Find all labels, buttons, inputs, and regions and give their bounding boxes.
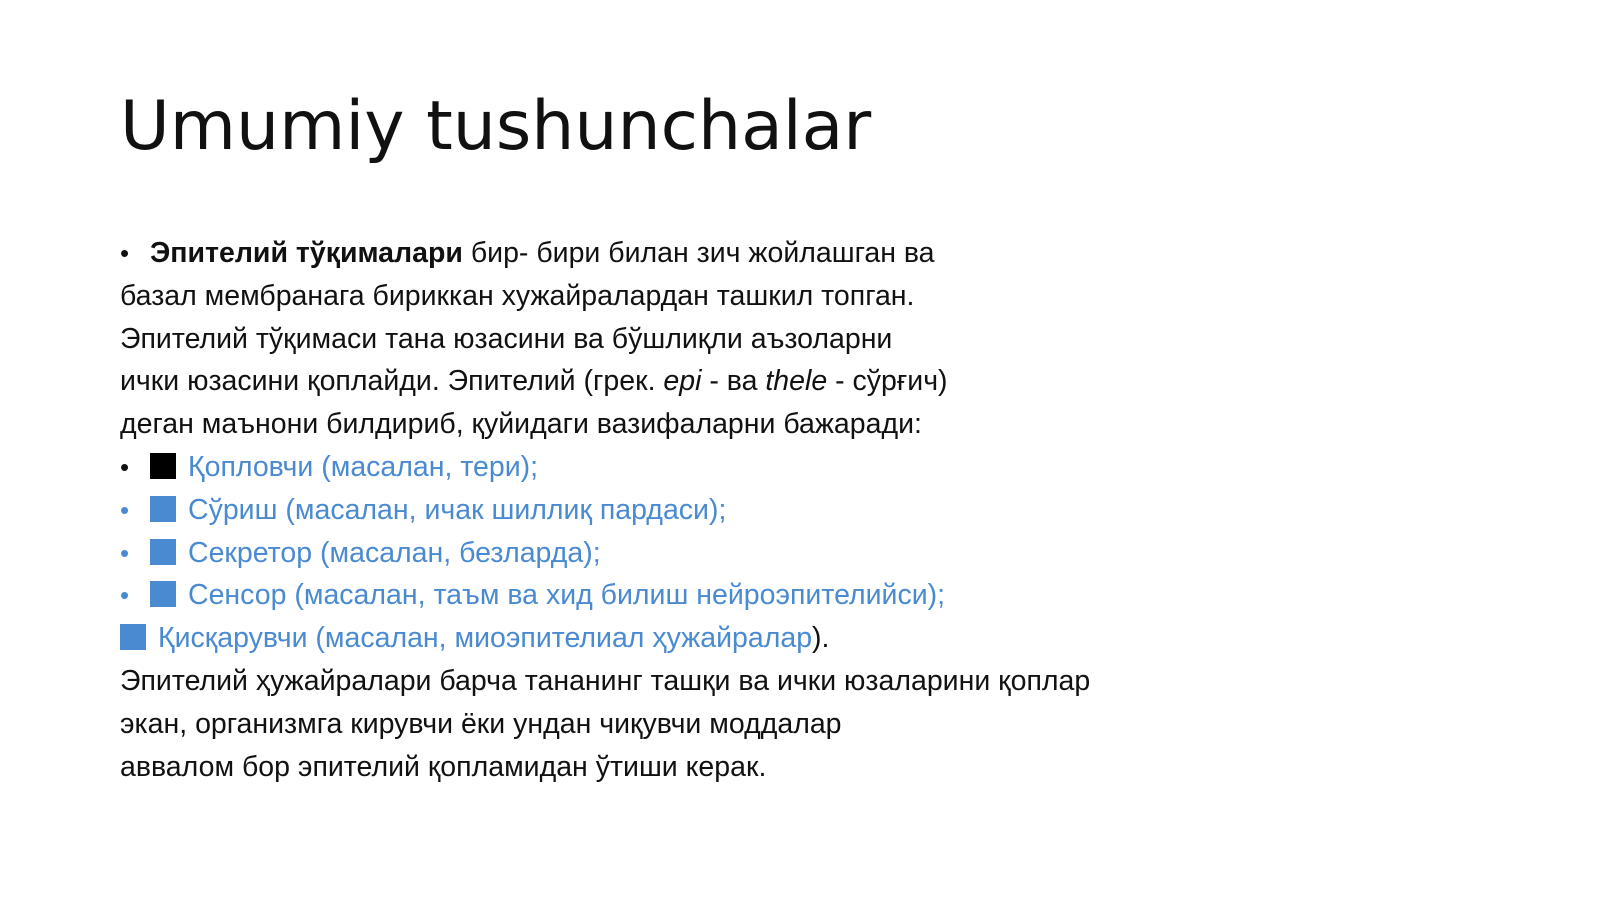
square-icon <box>120 624 146 650</box>
bullet-dot-icon: • <box>120 580 130 611</box>
intro-line-4-c: - сўрғич) <box>827 365 948 398</box>
square-icon <box>150 581 176 607</box>
intro-line-4-b: - ва <box>701 365 766 398</box>
bullet-dot-icon: • <box>120 537 130 568</box>
term-thele: thele <box>765 365 828 398</box>
bullet-dot-icon: • <box>120 451 130 482</box>
function-label: Секретор (масалан, безларда); <box>188 536 601 569</box>
function-item <box>120 489 1260 532</box>
function-item <box>120 532 1260 575</box>
square-icon <box>150 453 176 479</box>
function-label: Сўриш (масалан, ичак шиллиқ пардаси); <box>188 493 727 526</box>
intro-line-1 <box>120 232 1260 275</box>
square-icon <box>150 539 176 565</box>
outro-line-1: Эпителий ҳужайралари барча тананинг ташқи ва ички юзаларини қоплар <box>120 664 1091 697</box>
intro-line-2: базал мембранага бириккан хужайралардан ташкил топган. <box>120 279 915 312</box>
bullet-dot-icon: • <box>120 238 130 268</box>
bullet-dot-icon: • <box>120 494 130 525</box>
function-label-tail: ). <box>812 622 830 655</box>
intro-bold-term: Эпителий тўқималари <box>150 237 463 269</box>
function-label: Сенсор (масалан, таъм ва хид билиш нейроэпителийси); <box>188 579 946 612</box>
slide-title: Umumiy tushunchalar <box>120 87 872 166</box>
term-epi: epi <box>663 365 702 398</box>
function-item <box>120 574 1260 617</box>
outro-line-3: аввалом бор эпителий қопламидан ўтиши керак. <box>120 750 767 783</box>
function-label: Қисқарувчи (масалан, миоэпителиал ҳужайралар <box>158 622 813 655</box>
outro-line-2: экан, организмга кирувчи ёки ундан чиқувчи моддалар <box>120 707 842 740</box>
square-icon <box>150 496 176 522</box>
function-label: Қопловчи (масалан, тери); <box>188 450 539 483</box>
intro-line-1-rest: бир- бири билан зич жойлашган ва <box>462 237 935 269</box>
slide-body <box>120 232 1260 788</box>
intro-line-3: Эпителий тўқимаси тана юзасини ва бўшлиқли аъзоларни <box>120 322 893 355</box>
function-item <box>120 446 1260 489</box>
intro-line-4-a: ички юзасини қоплайди. Эпителий (грек. <box>120 365 664 398</box>
function-item-last <box>120 617 1260 660</box>
intro-line-5: деган маънони билдириб, қуйидаги вазифаларни бажаради: <box>120 408 922 441</box>
intro-line-4 <box>120 360 1260 403</box>
